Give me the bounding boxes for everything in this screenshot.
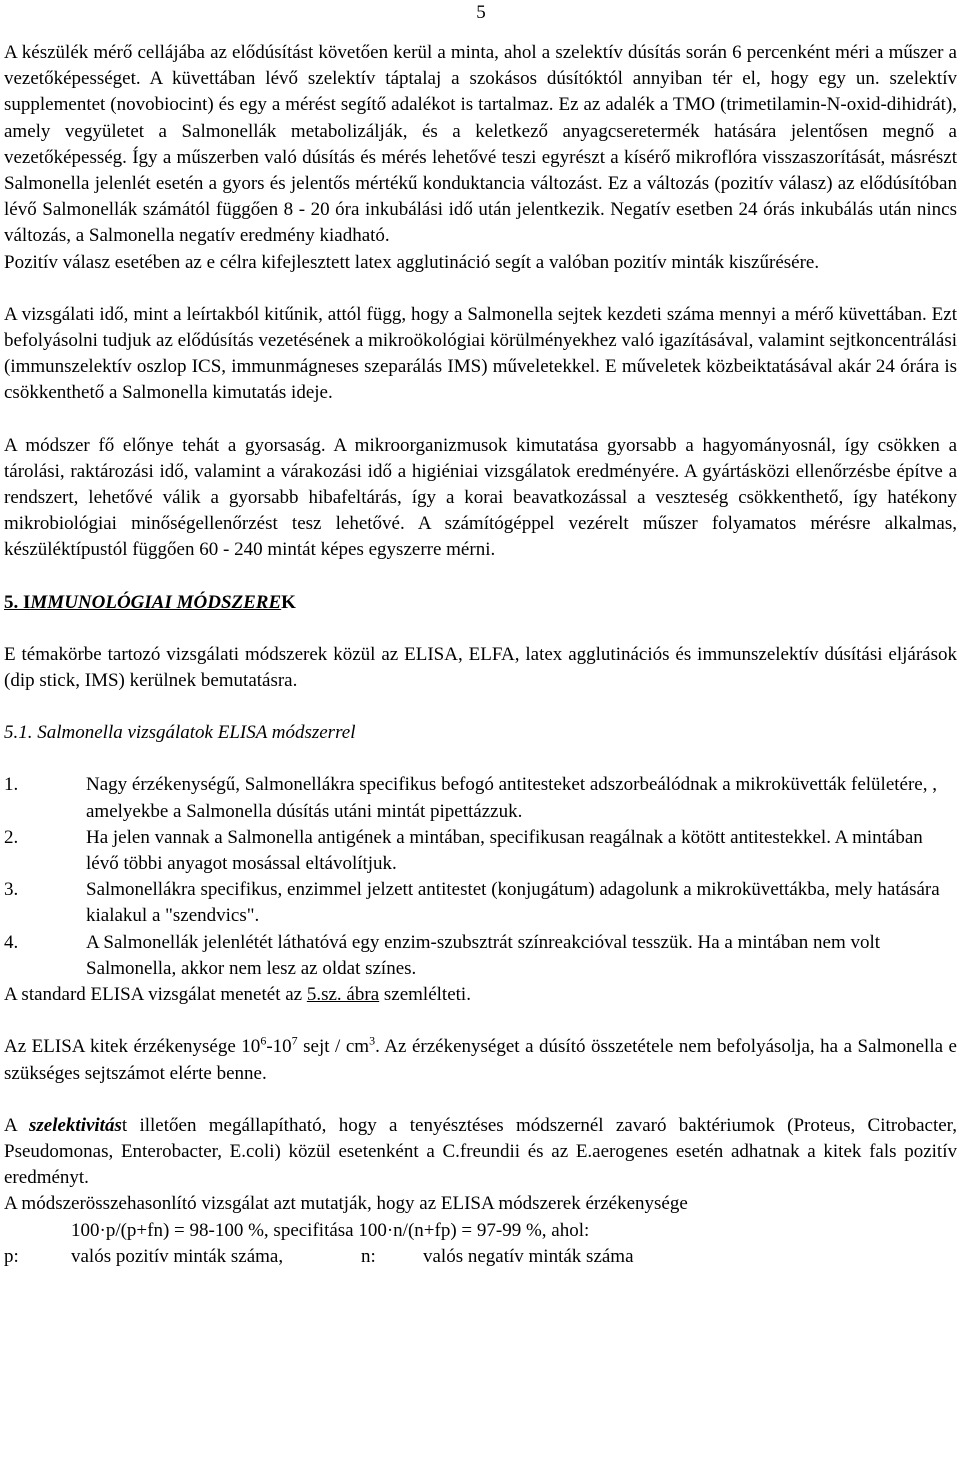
paragraph-method-advantages: A módszer fő előnye tehát a gyorsaság. A mikroorganizmusok kimutatása gyorsabb a hagyományosnál, így csökken a tárolási, raktározási idő, valamint a várakozási idő a higiéniai vizsgálatok eredményére. A gyártásközi ellenőrzésbe építve a rendszert, lehetővé válik a gyorsabb hibafeltárás, így a korai beavatkozással a veszteség csökkenthető, így hatékony mikrobiológiai minőségellenőrzést tesz lehetővé. A számítógéppel vezérelt műszer folyamatos mérésre alkalmas, készüléktípustól függően 60 - 240 mintát képes egyszerre mérni.	[4, 434, 957, 561]
section-heading-title: MMUNOLÓGIAI MÓDSZERE	[30, 591, 282, 613]
variable-definitions	[4, 1244, 957, 1270]
paragraph-standard-elisa	[4, 982, 957, 1008]
section-heading-number: 5. I	[4, 591, 31, 613]
paragraph-comparison: A módszerösszehasonlító vizsgálat azt mutatják, hogy az ELISA módszerek érzékenysége	[4, 1193, 688, 1215]
subsection-heading: 5.1. Salmonella vizsgálatok ELISA módszerrel	[4, 722, 356, 744]
step-number: 1.	[4, 774, 19, 796]
def-p-label: p:	[4, 1245, 19, 1267]
sensitivity-text-d: . Az érzékenységet a dúsító összetétele nem befolyásolja, ha a Salmonella e szükséges sejtszámot elérte benne.	[4, 1036, 957, 1084]
step-number: 4.	[4, 931, 19, 953]
paragraph-sensitivity	[4, 1034, 957, 1086]
paragraph-latex-agglutination: Pozitív válasz esetében az e célra kifejlesztett latex agglutináció segít a valóban pozitív minták kiszűrésére.	[4, 251, 820, 273]
paragraph-selectivity	[4, 1113, 957, 1192]
sensitivity-exponent-3: 3	[369, 1033, 376, 1048]
step-text: A Salmonellák jelenlétét láthatóvá egy enzim-szubsztrát színreakcióval tesszük. Ha a mintában nem volt Salmonella, akkor nem lesz az oldat színes.	[86, 931, 881, 979]
document-page	[4, 0, 957, 1270]
sensitivity-text-c: sejt / cm	[297, 1036, 370, 1058]
selectivity-text-before: A	[4, 1114, 29, 1136]
paragraph-methods-intro: E témakörbe tartozó vizsgálati módszerek közül az ELISA, ELFA, latex agglutinációs és immunszelektív dúsítási eljárások (dip stick, IMS) kerülnek bemutatásra.	[4, 643, 957, 692]
def-n-text: valós negatív minták száma	[423, 1245, 634, 1267]
step-text: Ha jelen vannak a Salmonella antigének a mintában, specifikusan reagálnak a kötött antitestekkel. A mintában lévő többi anyagot mosással eltávolítjuk.	[86, 826, 923, 875]
step-number: 2.	[4, 826, 19, 848]
selectivity-text-after: t illetően megállapítható, hogy a tenyésztéses módszernél zavaró baktériumok (Proteus, Citrobacter, Pseudomonas, Enterobacter, E.coli) közül esetenként a C.freundii és az E.aerogenes esetén adhatnak a kitek fals pozitív eredményt.	[4, 1114, 957, 1189]
section-heading-last: K	[281, 591, 296, 613]
def-n-label: n:	[361, 1245, 376, 1267]
page-number: 5	[476, 2, 486, 23]
paragraph-test-duration: A vizsgálati idő, mint a leírtakból kitűnik, attól függ, hogy a Salmonella sejtek kezdeti száma mennyi a mérő küvettában. Ezt befolyásolni tudjuk az elődúsítás vezetésének a mikroökológiai körülményekhez való igazításával, valamint sejtkoncentrálási (immunszelektív oszlop ICS, immunmágneses szeparálás IMS) műveletekkel. E műveletek közbeiktatásával akár 24 órára is csökkenthető a Salmonella kimutatás ideje.	[4, 303, 957, 404]
list-item	[4, 825, 957, 877]
sensitivity-text-a: Az ELISA kitek érzékenysége 10	[4, 1036, 261, 1058]
step-text: Nagy érzékenységű, Salmonellákra specifikus befogó antitesteket adszorbeálódnak a mikroküvetták felületére, , amelyekbe a Salmonella dúsítás utáni mintát pipettázzuk.	[86, 774, 937, 822]
step-number: 3.	[4, 879, 19, 901]
sensitivity-exponent-1: 6	[260, 1033, 267, 1048]
paragraph-conductance-method: A készülék mérő cellájába az elődúsítást követően kerül a minta, ahol a szelektív dúsítás során 6 percenként méri a műszer a vezetőképességet. A küvettában lévő szelektív táptalaj a szokásos dúsítóktól annyiban tér el, hogy egy un. szelektív supplementet (novobiocint) és egy a mérést segítő adalékot is tartalmaz. Ez az adalék a TMO (trimetilamin-N-oxid-dihidrát), amely vegyületet a Salmonellák metabolizálják, és a keletkező anyagcseretermék hatására jelentősen megnő a vezetőképesség. Így a műszerben való dúsítás és mérés lehetővé teszi egyrészt a kísérő mikroflóra visszaszorítását, másrészt Salmonella jelenlét esetén a gyors és jelentős mértékű konduktancia változást. Ez a változás (pozitív válasz) az elődúsítóban lévő Salmonellák számától függően 8 - 20 óra inkubálási idő után jelentkezik. Negatív esetben 24 órás inkubálás után nincs változás, a Salmonella negatív eredmény kiadható.	[4, 42, 957, 247]
section-heading	[4, 590, 957, 616]
sensitivity-text-b: -10	[266, 1036, 292, 1058]
step-text: Salmonellákra specifikus, enzimmel jelzett antitestet (konjugátum) adagolunk a mikroküvettákba, mely hatására kialakul a "szendvics".	[86, 879, 940, 927]
list-item	[4, 772, 957, 824]
def-p-text: valós pozitív minták száma,	[71, 1245, 284, 1267]
list-item	[4, 930, 957, 982]
selectivity-term: szelektivitás	[28, 1114, 122, 1136]
standard-text-after: szemlélteti.	[379, 984, 471, 1006]
standard-text-before: A standard ELISA vizsgálat menetét az	[4, 984, 307, 1006]
sensitivity-exponent-2: 7	[291, 1033, 298, 1048]
figure-reference-link[interactable]: 5.sz. ábra	[306, 984, 380, 1006]
sensitivity-formula: 100·p/(p+fn) = 98-100 %, specifitása 100·n/(n+fp) = 97-99 %, ahol:	[71, 1219, 590, 1241]
list-item	[4, 877, 957, 929]
elisa-steps-list	[4, 772, 957, 982]
